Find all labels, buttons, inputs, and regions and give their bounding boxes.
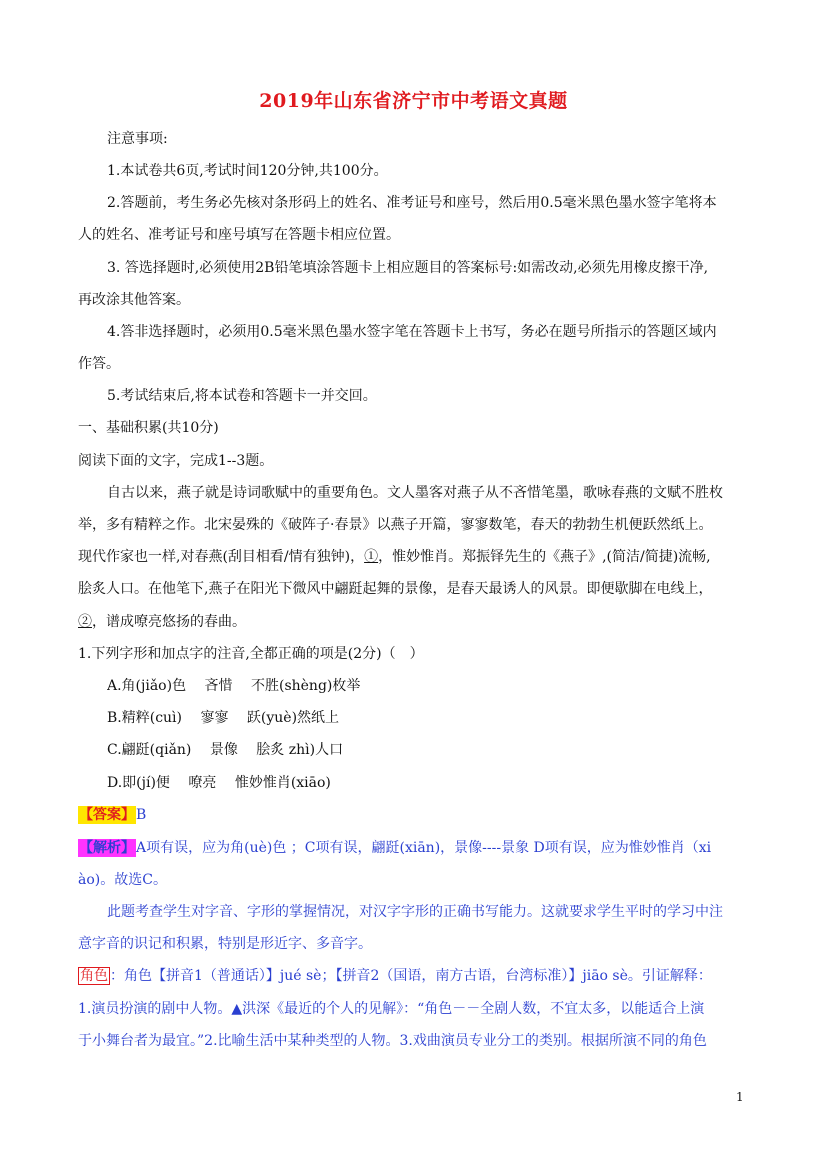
analysis-text: A项有误，应为角(uè)色 ；C项有误，翩跹(xiān)，景像----景象 D项有误，应为惟妙惟肖（xi	[136, 840, 712, 856]
passage-line-1: 自古以来，燕子就是诗词歌赋中的重要角色。文人墨客对燕子从不吝惜笔墨，歌咏春燕的文赋不胜枚	[107, 485, 723, 501]
answer-value: B	[136, 807, 147, 823]
reading-instruction: 阅读下面的文字，完成1--3题。	[78, 453, 274, 469]
page-title: 2019年山东省济宁市中考语文真题	[259, 90, 568, 112]
notice-item-5: 5.考试结束后,将本试卷和答题卡一并交回。	[107, 388, 377, 404]
passage-line-4: 脍炙人口。在他笔下,燕子在阳光下微风中翩跹起舞的景像，是春天最诱人的风景。即便歇脚在电线上，	[78, 581, 713, 597]
question-1-stem: 1.下列字形和加点字的注音,全都正确的项是(2分)（ ）	[78, 646, 424, 662]
notice-item-2b: 人的姓名、准考证号和座号填写在答题卡相应位置。	[78, 227, 400, 243]
glossary-line-3: 于小舞台者为最宜。”2.比喻生活中某种类型的人物。3.戏曲演员专业分工的类别。根据所演不同的角色	[78, 1033, 707, 1049]
option-a: A.角(jiǎo)色 吝惜 不胜(shèng)枚举	[107, 678, 361, 694]
passage-line-2: 举，多有精粹之作。北宋晏殊的《破阵子·春景》以燕子开篇，寥寥数笔，春天的勃勃生机便跃然纸上。	[78, 517, 713, 533]
glossary-term: 角色	[80, 968, 108, 984]
notice-item-3b: 再改涂其他答案。	[78, 292, 190, 308]
notice-heading: 注意事项:	[107, 131, 168, 147]
glossary-line-2: 1.演员扮演的剧中人物。▲洪深《最近的个人的见解》：“角色－－全剧人数，不宜太多，以能适合上演	[78, 1001, 705, 1017]
glossary-text: ：角色【拼音1（普通话）】jué sè；【拼音2（国语，南方古语，台湾标准）】jiāo sè。引证解释：	[110, 968, 712, 984]
notice-item-1: 1.本试卷共6页,考试时间120分钟,共100分。	[107, 163, 388, 179]
notice-item-4a: 4.答非选择题时，必须用0.5毫米黑色墨水签字笔在答题卡上书写，务必在题号所指示的答题区域内	[107, 324, 717, 340]
analysis-para-2a: 此题考查学生对字音、字形的掌握情况，对汉字字形的正确书写能力。这就要求学生平时的学习中注	[107, 904, 723, 920]
option-d: D.即(jí)便 嘹亮 惟妙惟肖(xiāo)	[107, 775, 331, 791]
analysis-tag: 【解析】	[79, 840, 135, 856]
notice-item-2a: 2.答题前，考生务必先核对条形码上的姓名、准考证号和座号，然后用0.5毫米黑色墨水签字笔将本	[107, 195, 717, 211]
section-heading: 一、基础积累(共10分)	[78, 420, 219, 436]
page-number: 1	[736, 1090, 744, 1104]
option-b: B.精粹(cuì) 寥寥 跃(yuè)然纸上	[107, 710, 340, 726]
passage-line-3	[78, 547, 750, 567]
blank-marker-1: ①	[364, 549, 379, 565]
option-c: C.翩跹(qiǎn) 景像 脍炙 zhì)人口	[107, 742, 344, 758]
analysis-line-1	[78, 838, 750, 858]
notice-item-4b: 作答。	[78, 356, 120, 372]
answer-tag: 【答案】	[79, 807, 135, 823]
passage-text: ，惟妙惟肖。郑振铎先生的《燕子》,(简洁/简捷)流畅,	[378, 549, 711, 565]
passage-line-5	[78, 612, 750, 632]
blank-marker-2: ②	[78, 614, 92, 630]
passage-text: 现代作家也一样,对春燕(刮目相看/情有独钟)，	[78, 549, 365, 565]
analysis-para-2b: 意字音的识记和积累，特别是形近字、多音字。	[78, 936, 372, 952]
notice-item-3a: 3. 答选择题时,必须使用2B铅笔填涂答题卡上相应题目的答案标号:如需改动,必须先用橡皮擦干净,	[107, 260, 709, 276]
passage-text: ，谱成嘹亮悠扬的春曲。	[92, 614, 246, 630]
analysis-line-2: ào)。故选C。	[78, 872, 167, 888]
glossary-line-1	[78, 966, 750, 986]
answer-line	[78, 805, 750, 825]
